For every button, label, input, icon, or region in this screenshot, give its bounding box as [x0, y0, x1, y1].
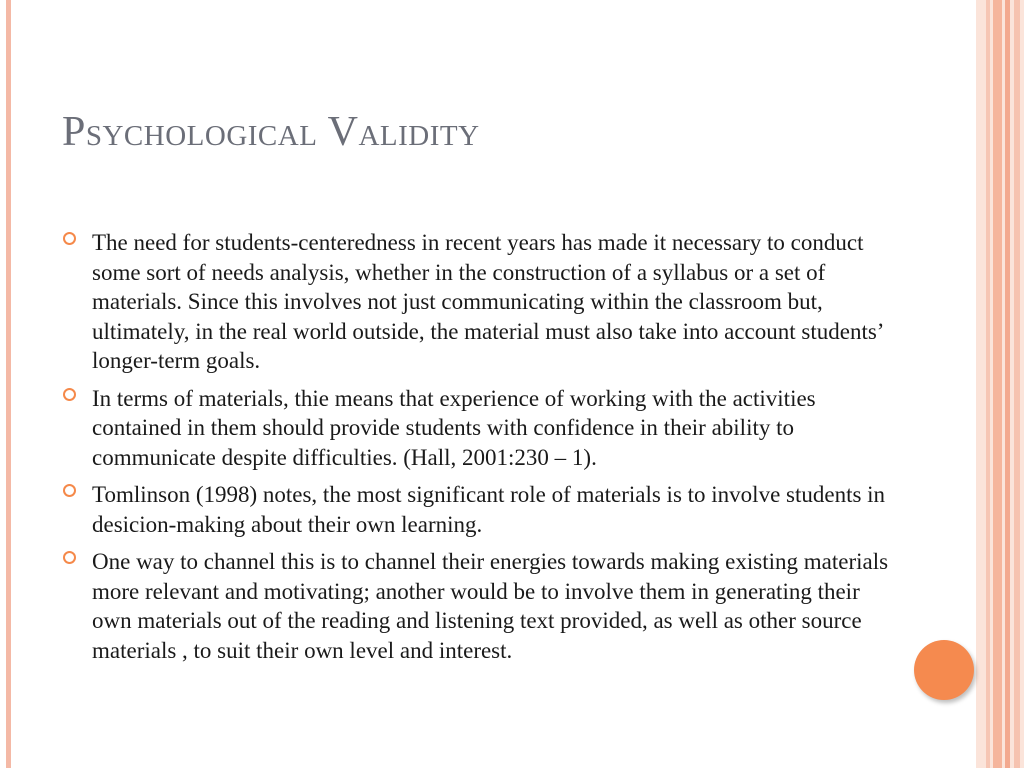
slide-title: Psychological Validity — [62, 109, 480, 155]
orange-circle-decoration — [914, 640, 974, 700]
bullet-text: The need for students-centeredness in recent years has made it necessary to conduct some sort of needs analysis, whether in the construction of a syllabus or a set of materials. Since this involves not just communicating within the classroom but, ultimately, in the real world outside, the material must also take into account students’ longer-term goals. — [92, 230, 883, 373]
bullet-list — [62, 228, 892, 673]
bullet-item — [62, 480, 892, 539]
bullet-text: In terms of materials, thie means that experience of working with the activities contained in them should provide students with confidence in their ability to communicate despite difficulties. (Hall, 2001:230 – 1). — [92, 385, 816, 470]
bullet-item — [62, 228, 892, 376]
bullet-item — [62, 547, 892, 665]
left-edge-stripe — [6, 0, 11, 768]
right-decor-stripe — [986, 0, 990, 768]
right-decor-stripe — [993, 0, 1002, 768]
hollow-circle-bullet-icon — [63, 388, 76, 401]
right-decor-stripe — [1005, 0, 1010, 768]
bullet-text: Tomlinson (1998) notes, the most significant role of materials is to involve students in desicion-making about their own learning. — [92, 482, 886, 537]
bullet-item — [62, 384, 892, 473]
hollow-circle-bullet-icon — [63, 484, 76, 497]
hollow-circle-bullet-icon — [63, 551, 76, 564]
right-decor-stripe — [1014, 0, 1020, 768]
bullet-text: One way to channel this is to channel their energies towards making existing materials more relevant and motivating; another would be to involve them in generating their own materials out of the reading and listening text provided, as well as other source materials , to suit their own level and interest. — [92, 549, 889, 663]
hollow-circle-bullet-icon — [63, 232, 76, 245]
